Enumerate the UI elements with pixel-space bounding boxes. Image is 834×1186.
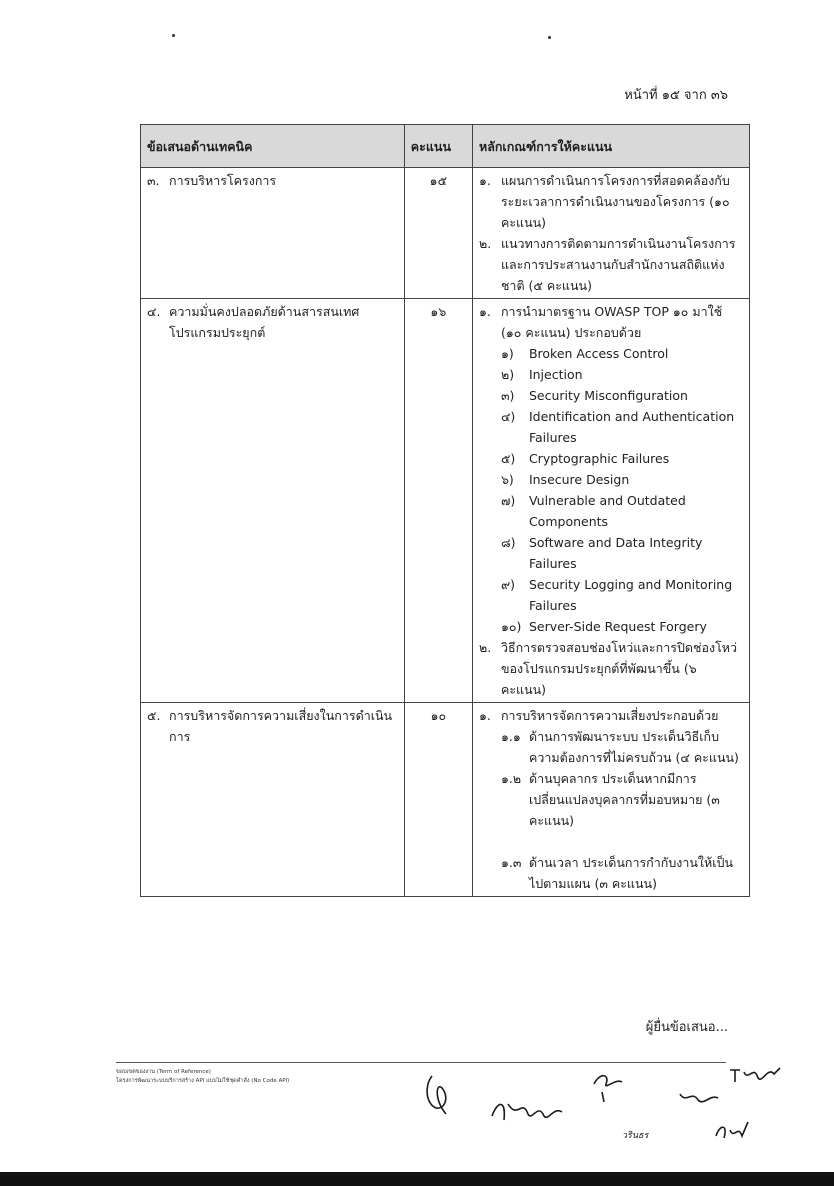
criteria-item xyxy=(479,637,743,700)
criteria-text: แผนการดำเนินการโครงการที่สอดคล้องกับระยะเวลาการดำเนินงานของโครงการ (๑๐ คะแนน) xyxy=(500,173,730,230)
criteria-item xyxy=(479,301,743,343)
signature-1 xyxy=(420,1070,460,1120)
criteria-number: ๑. xyxy=(478,708,491,723)
item-cell xyxy=(141,168,405,299)
owasp-item: ๑๐) Server-Side Request Forgery xyxy=(500,619,707,634)
signature-4 xyxy=(676,1086,722,1110)
signature-name: วรินธร xyxy=(622,1131,649,1141)
owasp-item: ๕) Cryptographic Failures xyxy=(500,451,670,466)
owasp-item: ๘) Software and Data Integrity Failures xyxy=(500,535,703,571)
risk-sub-item: ๑.๑ ด้านการพัฒนาระบบ ประเด็นวิธีเก็บความต้องการที่ไม่ครบถ้วน (๔ คะแนน) xyxy=(500,729,739,765)
item-text: การบริหารโครงการ xyxy=(169,173,277,188)
scan-edge xyxy=(0,1172,834,1186)
criteria-item xyxy=(479,170,743,233)
risk-sub-item: ๑.๓ ด้านเวลา ประเด็นการกำกับงานให้เป็นไปตามแผน (๓ คะแนน) xyxy=(500,855,734,891)
item-number: ๕. xyxy=(147,708,161,723)
header-score: คะแนน xyxy=(404,125,472,168)
footer-tor-line: ขอบเขตของงาน (Term of Reference) xyxy=(116,1069,211,1075)
item-cell xyxy=(141,703,405,897)
table-row xyxy=(141,299,750,703)
header-criteria: หลักเกณฑ์การให้คะแนน xyxy=(472,125,749,168)
table-row xyxy=(141,703,750,897)
owasp-item: ๖) Insecure Design xyxy=(500,472,630,487)
item-text: ความมั่นคงปลอดภัยด้านสารสนเทศโปรแกรมประยุกต์ xyxy=(169,304,360,340)
page-number: หน้าที่ ๑๕ จาก ๓๖ xyxy=(624,88,728,103)
table-header-row xyxy=(141,125,750,168)
signature-3 xyxy=(588,1066,628,1106)
score-cell: ๑๖ xyxy=(404,299,472,703)
item-number: ๓. xyxy=(147,173,160,188)
item-text: การบริหารจัดการความเสี่ยงในการดำเนินการ xyxy=(169,708,393,744)
criteria-number: ๑. xyxy=(478,304,491,319)
criteria-number: ๒. xyxy=(478,640,492,655)
criteria-text: วิธีการตรวจสอบช่องโหว่และการปิดช่องโหว่ของโปรแกรมประยุกต์ที่พัฒนาขึ้น (๖ คะแนน) xyxy=(500,640,738,697)
criteria-text: การบริหารจัดการความเสี่ยงประกอบด้วย xyxy=(500,708,719,723)
technical-criteria-table xyxy=(140,124,750,897)
signature-5 xyxy=(726,1060,782,1088)
owasp-item: ๒) Injection xyxy=(500,367,583,382)
item-cell xyxy=(141,299,405,703)
criteria-number: ๒. xyxy=(478,236,492,251)
risk-sub-item: ๑.๒ ด้านบุคลากร ประเด็นหากมีการเปลี่ยนแปลงบุคลากรที่มอบหมาย (๓ คะแนน) xyxy=(500,771,720,828)
criteria-text: แนวทางการติดตามการดำเนินงานโครงการและการประสานงานกับสำนักงานสถิติแห่งชาติ (๕ คะแนน) xyxy=(500,236,736,293)
owasp-item: ๔) Identification and Authentication Failures xyxy=(500,409,735,445)
score-cell: ๑๐ xyxy=(404,703,472,897)
score-cell: ๑๕ xyxy=(404,168,472,299)
signature-6 xyxy=(712,1118,752,1144)
owasp-item: ๓) Security Misconfiguration xyxy=(500,388,688,403)
footer-project-line: โครงการพัฒนาระบบบริการสร้าง API แบบไม่ใช้ชุดคำสั่ง (No Code API) xyxy=(116,1078,290,1084)
criteria-item xyxy=(479,233,743,296)
criteria-item xyxy=(479,705,743,726)
criteria-cell xyxy=(472,703,749,897)
criteria-text: การนำมาตรฐาน OWASP TOP ๑๐ มาใช้ (๑๐ คะแนน) ประกอบด้วย xyxy=(500,304,723,340)
owasp-item: ๗) Vulnerable and Outdated Components xyxy=(500,493,686,529)
bidder-label: ผู้ยื่นข้อเสนอ... xyxy=(645,1020,728,1035)
table-row xyxy=(141,168,750,299)
criteria-cell xyxy=(472,299,749,703)
criteria-number: ๑. xyxy=(478,173,491,188)
criteria-cell xyxy=(472,168,749,299)
signature-2 xyxy=(488,1090,568,1130)
footer-divider xyxy=(116,1062,726,1063)
item-number: ๔. xyxy=(147,304,161,319)
owasp-item: ๑) Broken Access Control xyxy=(500,346,669,361)
header-technical-proposal: ข้อเสนอด้านเทคนิค xyxy=(141,125,405,168)
owasp-item: ๙) Security Logging and Monitoring Failures xyxy=(500,577,733,613)
